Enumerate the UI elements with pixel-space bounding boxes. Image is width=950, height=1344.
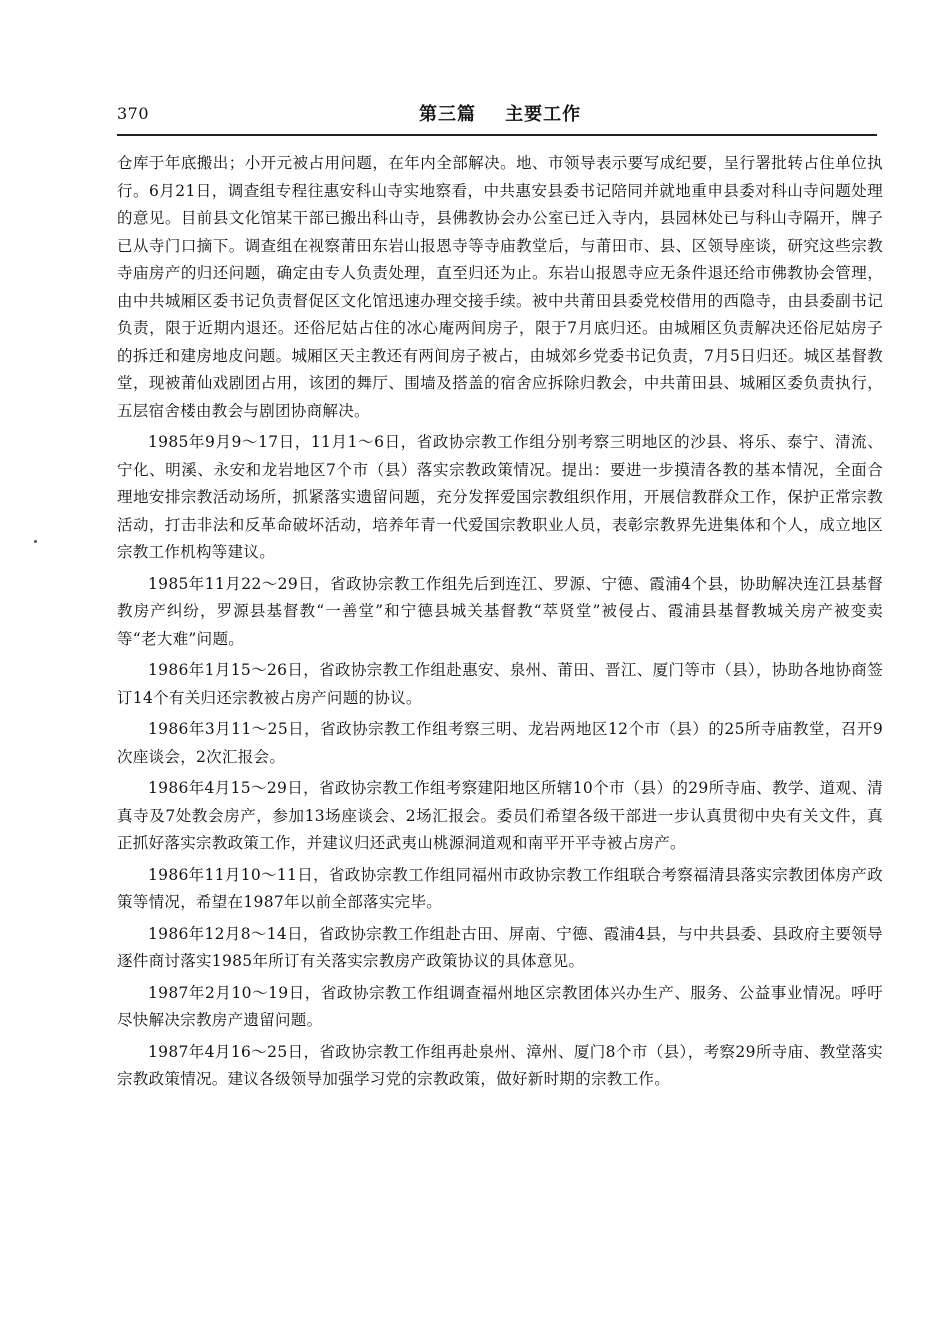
paragraph: 1986年12月8～14日，省政协宗教工作组赴古田、屏南、宁德、霞浦4县，与中共县委、县政府主要领导逐件商讨落实1985年所订有关落实宗教房产政策协议的具体意见。	[117, 924, 883, 970]
paragraph: 1985年9月9～17日，11月1～6日，省政协宗教工作组分别考察三明地区的沙县、将乐、泰宁、清流、宁化、明溪、永安和龙岩地区7个市（县）落实宗教政策情况。提出：要进一步摸清各教的基本情况，全面合理地安排宗教活动场所，抓紧落实遗留问题，充分发挥爱国宗教组织作用，开展信教群众工作，保护正常宗教活动，打击非法和反革命破坏活动，培养年青一代爱国宗教职业人员，表彰宗教界先进集体和个人，成立地区宗教工作机构等建议。	[117, 433, 883, 561]
paragraph: 1987年4月16～25日，省政协宗教工作组再赴泉州、漳州、厦门8个市（县），考察29所寺庙、教堂落实宗教政策情况。建议各级领导加强学习党的宗教政策，做好新时期的宗教工作。	[117, 1042, 883, 1088]
paragraph: 1987年2月10～19日，省政协宗教工作组调查福州地区宗教团体兴办生产、服务、公益事业情况。呼吁尽快解决宗教房产遗留问题。	[117, 983, 883, 1029]
paragraph: 1985年11月22～29日，省政协宗教工作组先后到连江、罗源、宁德、霞浦4个县，协助解决连江县基督教房产纠纷，罗源县基督教“一善堂”和宁德县城关基督教“萃贤堂”被侵占、霞浦县基督教城关房产被变卖等“老大难”问题。	[117, 574, 883, 648]
page-header	[117, 100, 877, 136]
page-number: 370	[117, 104, 150, 123]
scan-speck	[34, 540, 37, 543]
paragraph: 1986年4月15～29日，省政协宗教工作组考察建阳地区所辖10个市（县）的29所寺庙、教学、道观、清真寺及7处教会房产，参加13场座谈会、2场汇报会。委员们希望各级干部进一步认真贯彻中央有关文件，真正抓好落实宗教政策工作，并建议归还武夷山桃源洞道观和南平开平寺被占房产。	[117, 779, 883, 852]
paragraph: 1986年3月11～25日，省政协宗教工作组考察三明、龙岩两地区12个市（县）的25所寺庙教堂，召开9次座谈会，2次汇报会。	[117, 720, 883, 766]
body-text	[117, 150, 883, 1098]
paragraph: 1986年1月15～26日，省政协宗教工作组赴惠安、泉州、莆田、晋江、厦门等市（县），协助各地协商签订14个有关归还宗教被占房产问题的协议。	[117, 661, 883, 707]
paragraph-continued: 仓库于年底搬出；小开元被占用问题，在年内全部解决。地、市领导表示要写成纪要，呈行署批转占住单位执行。6月21日，调查组专程往惠安科山寺实地察看，中共惠安县委书记陪同并就地重申县委对科山寺问题处理的意见。目前县文化馆某干部已搬出科山寺，县佛教协会办公室已迁入寺内，县园林处已与科山寺隔开，牌子已从寺门口摘下。调查组在视察莆田东岩山报恩寺等寺庙教堂后，与莆田市、县、区领导座谈，研究这些宗教寺庙房产的归还问题，确定由专人负责处理，直至归还为止。东岩山报恩寺应无条件退还给市佛教协会管理，由中共城厢区委书记负责督促区文化馆迅速办理交接手续。被中共莆田县委党校借用的西隐寺，由县委副书记负责，限于近期内退还。还俗尼姑占住的冰心庵两间房子，限于7月底归还。由城厢区负责解决还俗尼姑房子的拆迁和建房地皮问题。城厢区天主教还有两间房子被占，由城郊乡党委书记负责，7月5日归还。城区基督教堂，现被莆仙戏剧团占用，该团的舞厅、围墙及搭盖的宿舍应拆除归教会，中共莆田县、城厢区委负责执行，五层宿舍楼由教会与剧团协商解决。	[117, 154, 883, 420]
paragraph: 1986年11月10～11日，省政协宗教工作组同福州市政协宗教工作组联合考察福清县落实宗教团体房产政策等情况，希望在1987年以前全部落实完毕。	[117, 865, 883, 911]
section-title: 第三篇 主要工作	[419, 104, 582, 125]
